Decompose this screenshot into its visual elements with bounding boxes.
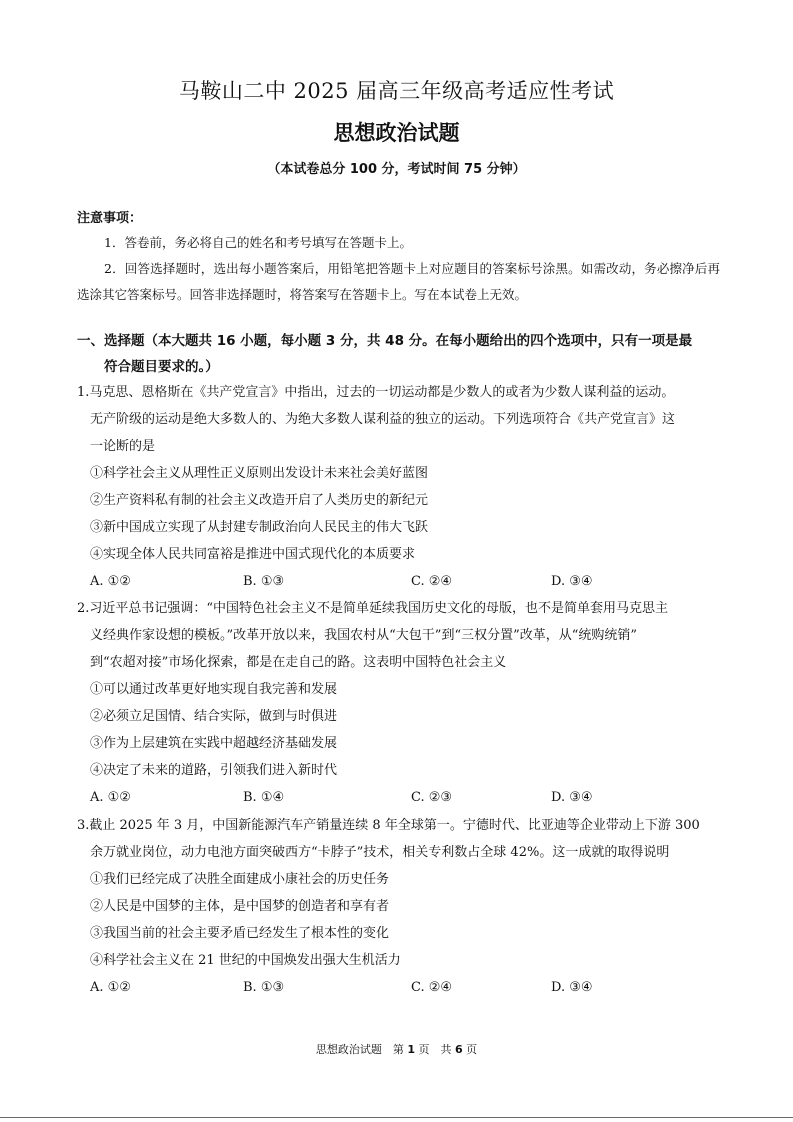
page-bottom-rule bbox=[0, 1117, 793, 1118]
question-3 bbox=[77, 812, 727, 1001]
answer-choice-b: B. ①③ bbox=[243, 980, 285, 995]
answer-choices bbox=[77, 568, 727, 595]
question-option: ①科学社会主义从理性正义原则出发设计未来社会美好蓝图 bbox=[90, 466, 429, 481]
question-stem-line: 余万就业岗位，动力电池方面突破西方“卡脖子”技术，相关专利数占全球 42%。这一成就的取得说明 bbox=[90, 845, 670, 860]
section-heading bbox=[77, 328, 727, 380]
exam-duration-note: （本试卷总分 100 分，考试时间 75 分钟） bbox=[267, 162, 526, 177]
answer-choice-b: B. ①④ bbox=[243, 790, 285, 805]
answer-choice-c: C. ②④ bbox=[411, 980, 453, 995]
question-option: ④科学社会主义在 21 世纪的中国焕发出强大生机活力 bbox=[90, 953, 401, 968]
page-footer bbox=[0, 1041, 793, 1059]
answer-choice-d: D. ③④ bbox=[551, 980, 593, 995]
exam-title: 马鞍山二中 2025 届高三年级高考适应性考试 bbox=[178, 79, 615, 103]
question-stem-line: 义经典作家设想的模板。”改革开放以来，我国农村从“大包干”到“三权分置”改革，从“统购统销” bbox=[90, 628, 638, 643]
answer-choice-a: A. ①② bbox=[90, 790, 131, 805]
question-2 bbox=[77, 595, 727, 811]
question-stem-line: 无产阶级的运动是绝大多数人的、为绝大多数人谋利益的独立的运动。下列选项符合《共产党宣言》这 bbox=[90, 412, 676, 427]
question-option: ①我们已经完成了决胜全面建成小康社会的历史任务 bbox=[90, 872, 390, 887]
question-option: ②必须立足国情、结合实际，做到与时俱进 bbox=[90, 709, 338, 724]
question-stem-line: 3.截止 2025 年 3 月，中国新能源汽车产销量连续 8 年全球第一。宁德时代、比亚迪等企业带动上下游 300 bbox=[77, 818, 700, 833]
subject-title: 思想政治试题 bbox=[333, 121, 460, 145]
question-1 bbox=[77, 379, 727, 595]
question-option: ②人民是中国梦的主体，是中国梦的创造者和享有者 bbox=[90, 899, 390, 914]
attention-list bbox=[77, 230, 720, 308]
section-heading-line: 一、选择题（本大题共 16 小题，每小题 3 分，共 48 分。在每小题给出的四个选项中，只有一项是最 bbox=[77, 333, 693, 349]
answer-choice-b: B. ①③ bbox=[243, 574, 285, 589]
question-option: ④实现全体人民共同富裕是推进中国式现代化的本质要求 bbox=[90, 547, 416, 562]
footer-prefix: 思想政治试题 第 bbox=[315, 1043, 404, 1056]
footer-middle: 页 共 bbox=[418, 1043, 452, 1056]
attention-item: 1．答卷前，务必将自己的姓名和考号填写在答题卡上。 bbox=[104, 235, 412, 250]
question-stem-line: 到“农超对接”市场化探索，都是在走自己的路。这表明中国特色社会主义 bbox=[90, 655, 507, 670]
answer-choice-c: C. ②③ bbox=[411, 790, 453, 805]
section-heading-line: 符合题目要求的。） bbox=[104, 359, 219, 375]
question-stem-line: 1.马克思、恩格斯在《共产党宣言》中指出，过去的一切运动都是少数人的或者为少数人谋利益的运动。 bbox=[77, 385, 675, 400]
question-option: ④决定了未来的道路，引领我们进入新时代 bbox=[90, 763, 338, 778]
question-option: ③我国当前的社会主要矛盾已经发生了根本性的变化 bbox=[90, 926, 390, 941]
question-option: ③新中国成立实现了从封建专制政治向人民民主的伟大飞跃 bbox=[90, 520, 429, 535]
question-stem-line: 一论断的是 bbox=[90, 439, 156, 454]
answer-choice-c: C. ②④ bbox=[411, 574, 453, 589]
attention-heading: 注意事项： bbox=[77, 211, 143, 226]
answer-choices bbox=[77, 974, 727, 1001]
answer-choice-d: D. ③④ bbox=[551, 574, 593, 589]
answer-choice-a: A. ①② bbox=[90, 574, 131, 589]
question-stem-line: 2.习近平总书记强调：“中国特色社会主义不是简单延续我国历史文化的母版，也不是简单套用马克思主 bbox=[77, 601, 669, 616]
answer-choice-a: A. ①② bbox=[90, 980, 131, 995]
footer-total-pages: 6 bbox=[455, 1043, 463, 1056]
footer-page-number: 1 bbox=[407, 1043, 415, 1056]
answer-choices bbox=[77, 784, 727, 811]
attention-item: 2．回答选择题时，选出每小题答案后，用铅笔把答题卡上对应题目的答案标号涂黑。如需改动，务必擦净后再选涂其它答案标号。回答非选择题时，将答案写在答题卡上。写在本试卷上无效。 bbox=[77, 261, 720, 302]
question-option: ③作为上层建筑在实践中超越经济基础发展 bbox=[90, 736, 338, 751]
question-option: ②生产资料私有制的社会主义改造开启了人类历史的新纪元 bbox=[90, 493, 429, 508]
question-option: ①可以通过改革更好地实现自我完善和发展 bbox=[90, 682, 338, 697]
answer-choice-d: D. ③④ bbox=[551, 790, 593, 805]
footer-suffix: 页 bbox=[466, 1043, 478, 1056]
